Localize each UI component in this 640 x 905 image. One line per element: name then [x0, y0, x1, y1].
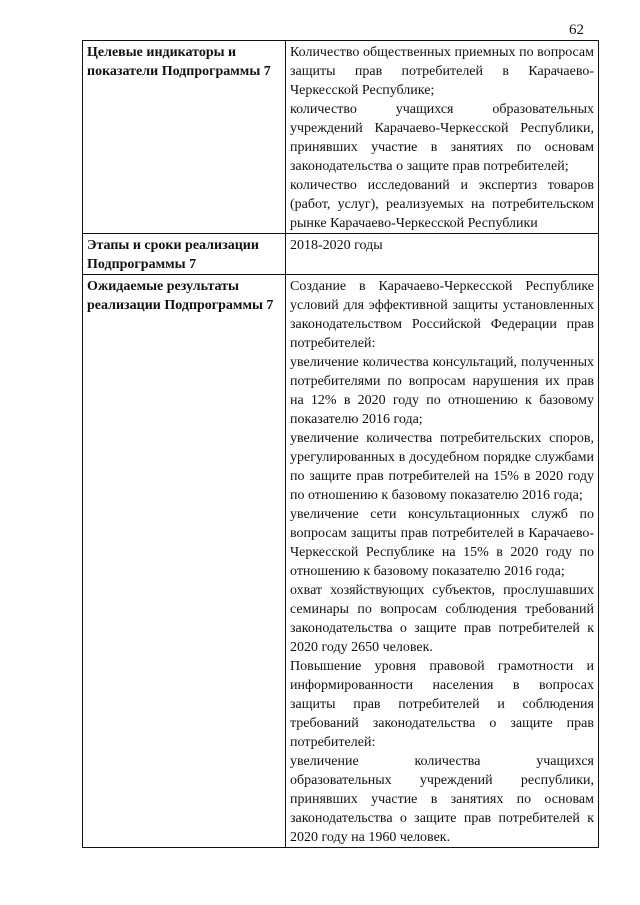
text-line: количество учащихся образовательных учреждений Карачаево-Черкесской Республики, принявших участие в занятиях по основам законодательства о защите прав потребителей;: [290, 102, 594, 174]
text-line: 2018-2020 годы: [290, 238, 383, 253]
row-label: Целевые индикаторы и показатели Подпрограммы 7: [83, 41, 286, 234]
text-line: увеличение количества консультаций, полученных потребителями по вопросам нарушения их прав на 12% в 2020 году по отношению к базовому показателю 2016 года;: [290, 355, 594, 427]
text-line: Количество общественных приемных по вопросам защиты прав потребителей в Карачаево-Черкесской Республике;: [290, 45, 594, 98]
text-line: увеличение количества потребительских споров, урегулированных в досудебном порядке службами по защите прав потребителей на 15% в 2020 году по отношению к базовому показателю 2016 года;: [290, 431, 594, 503]
text-line: Повышение уровня правовой грамотности и информированности населения в вопросах защиты прав потребителей и соблюдения требований законодательства о защите прав потребителей:: [290, 659, 594, 750]
text-line: Создание в Карачаево-Черкесской Республике условий для эффективной защиты установленных законодательством Российской Федерации прав потребителей:: [290, 279, 594, 351]
text-line: охват хозяйствующих субъектов, прослушавших семинары по вопросам соблюдения требований законодательства о защите прав потребителей к 2020 году 2650 человек.: [290, 583, 594, 655]
table-row: [83, 275, 599, 848]
row-value: [286, 234, 599, 275]
row-label: Ожидаемые результаты реализации Подпрограммы 7: [83, 275, 286, 848]
table-row: [83, 234, 599, 275]
text-line: количество исследований и экспертиз товаров (работ, услуг), реализуемых на потребительском рынке Карачаево-Черкесской Республики: [290, 178, 594, 231]
page-number: 62: [569, 22, 584, 38]
text-line: увеличение сети консультационных служб по вопросам защиты прав потребителей в Карачаево-Черкесской Республике на 15% в 2020 году по отношению к базовому показателю 2016 года;: [290, 507, 594, 579]
text-line: увеличение количества учащихся образовательных учреждений республики, принявших участие в занятиях по основам законодательства о защите прав потребителей к 2020 году на 1960 человек.: [290, 754, 594, 845]
subprogram-passport-table: [82, 40, 599, 848]
row-value: [286, 41, 599, 234]
row-label: Этапы и сроки реализации Подпрограммы 7: [83, 234, 286, 275]
table-row: [83, 41, 599, 234]
row-value: [286, 275, 599, 848]
